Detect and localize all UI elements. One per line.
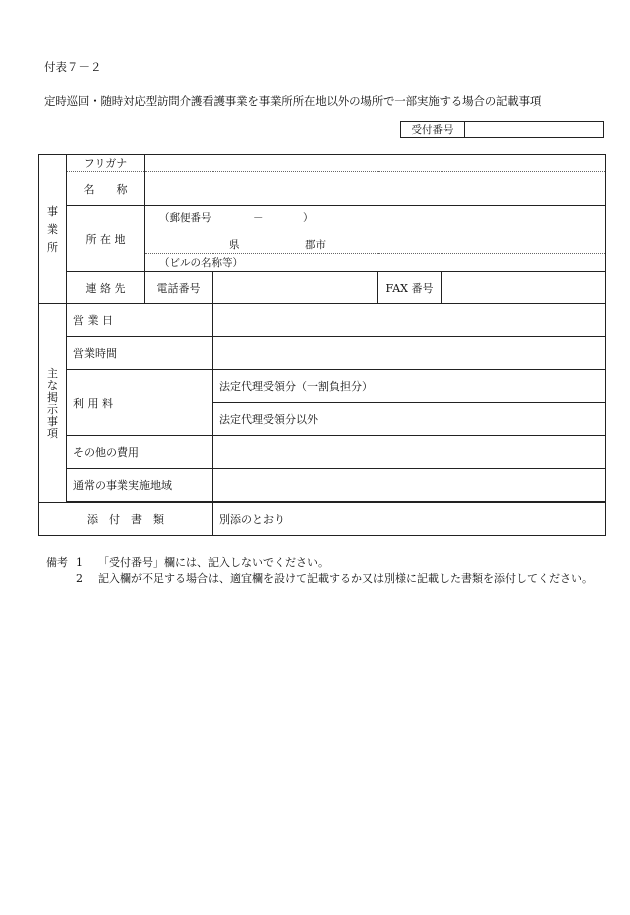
note-2-text: 記入欄が不足する場合は、適宜欄を設けて記載するか又は別様に記載した書類を添付してください。 xyxy=(98,571,593,585)
attachments-field[interactable]: 別添のとおり xyxy=(213,503,606,536)
building-name-label: （ビルの名称等） xyxy=(159,257,243,269)
postal-open: （郵便番号 xyxy=(159,212,212,224)
postal-close: ） xyxy=(303,212,314,224)
notes xyxy=(46,555,593,586)
office-name-field[interactable] xyxy=(145,172,606,206)
fax-field[interactable] xyxy=(442,272,606,304)
main-items-section-label: 主 な 掲 示 事 項 xyxy=(39,304,67,503)
prefecture-label: 県 xyxy=(229,239,240,251)
service-area-label: 通常の事業実施地域 xyxy=(67,469,213,502)
address-label: 所 在 地 xyxy=(67,206,145,272)
attachments-label: 添 付 書 類 xyxy=(39,503,213,536)
note-1-number: 1 xyxy=(76,556,83,569)
reception-number-label: 受付番号 xyxy=(401,122,465,137)
fee-statutory-field[interactable] xyxy=(213,370,606,403)
fees-label: 利 用 料 xyxy=(67,370,213,436)
business-days-label: 営 業 日 xyxy=(67,304,213,337)
other-costs-label: その他の費用 xyxy=(67,436,213,469)
contact-label: 連 絡 先 xyxy=(67,272,145,304)
other-costs-field[interactable] xyxy=(213,436,606,469)
furigana-label: フリガナ xyxy=(67,155,145,172)
office-form-table xyxy=(38,154,606,536)
note-2-number: 2 xyxy=(76,571,83,585)
postal-dash: － xyxy=(253,212,264,224)
fee-other-field[interactable] xyxy=(213,403,606,436)
furigana-field[interactable] xyxy=(145,155,606,172)
business-hours-field[interactable] xyxy=(213,337,606,370)
phone-label: 電話番号 xyxy=(145,272,213,304)
service-area-field[interactable] xyxy=(213,469,606,502)
business-days-field[interactable] xyxy=(213,304,606,337)
notes-heading: 備考 xyxy=(46,556,68,569)
county-city-label: 郡市 xyxy=(305,239,326,251)
office-name-label: 名 称 xyxy=(67,172,145,206)
business-hours-label: 営業時間 xyxy=(67,337,213,370)
document-title: 定時巡回・随時対応型訪問介護看護事業を事業所所在地以外の場所で一部実施する場合の記載事項 xyxy=(44,94,542,108)
note-1-text: 「受付番号」欄には、記入しないでください。 xyxy=(98,556,329,569)
office-section-label: 事 業 所 xyxy=(39,155,67,304)
address-field[interactable] xyxy=(145,206,606,254)
document-reference: 付表７－２ xyxy=(44,60,102,74)
fax-label: FAX 番号 xyxy=(378,272,442,304)
fee-statutory-label: 法定代理受領分（一割負担分） xyxy=(219,380,373,393)
reception-number-field[interactable] xyxy=(464,122,603,137)
reception-number-box xyxy=(400,121,604,138)
building-name-field[interactable] xyxy=(145,254,606,272)
phone-field[interactable] xyxy=(213,272,378,304)
fee-other-label: 法定代理受領分以外 xyxy=(219,413,318,426)
